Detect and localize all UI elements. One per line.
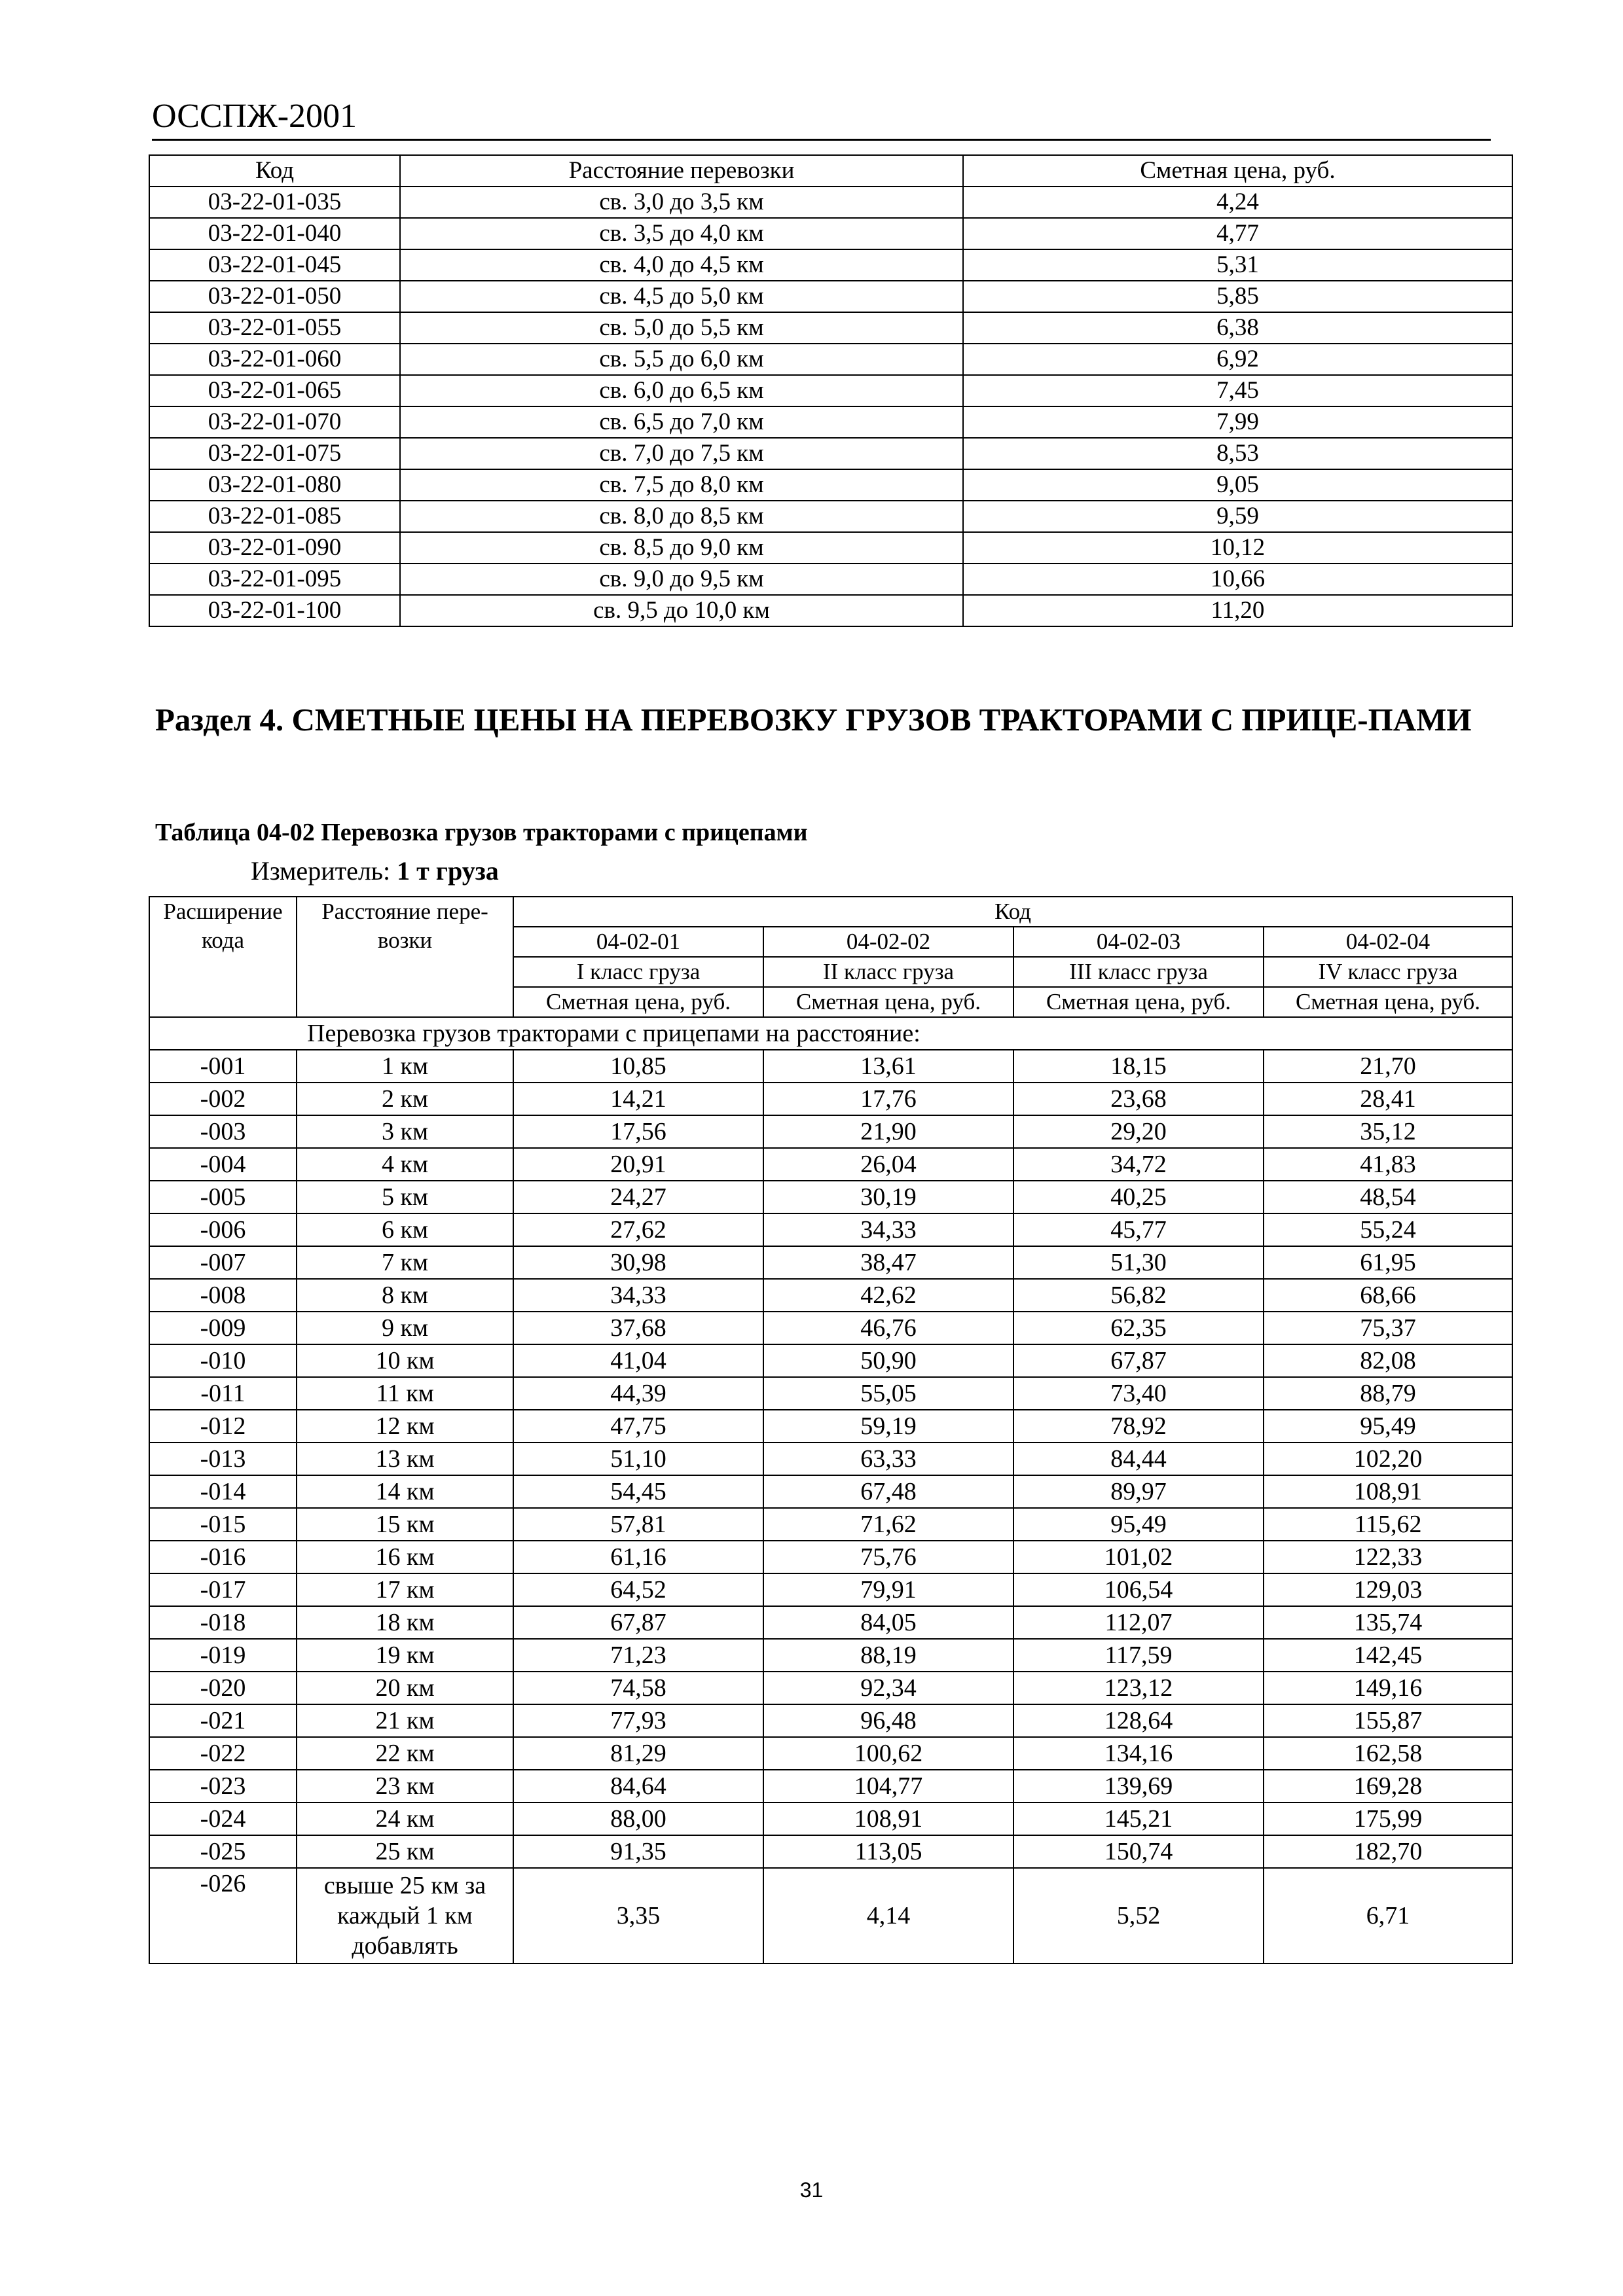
price-cell: 9,59 (963, 501, 1512, 532)
ext-code-cell: -005 (149, 1181, 297, 1213)
table-row (149, 344, 1512, 375)
price-cell: 40,25 (1013, 1181, 1264, 1213)
distance-cell: 16 км (297, 1541, 513, 1573)
ext-code-cell: -020 (149, 1672, 297, 1704)
price-cell: 5,52 (1013, 1868, 1264, 1964)
price-cell: 6,38 (963, 312, 1512, 344)
table-row (149, 1377, 1512, 1410)
table-row (149, 218, 1512, 249)
price-cell: 84,05 (763, 1606, 1013, 1639)
distance-cell: 9 км (297, 1312, 513, 1344)
table-row (149, 249, 1512, 281)
ext-code-cell: -017 (149, 1573, 297, 1606)
table-row (149, 1672, 1512, 1704)
code-header: Код (513, 897, 1512, 927)
distance-cell: св. 4,5 до 5,0 км (400, 281, 963, 312)
price-cell: 74,58 (513, 1672, 763, 1704)
price-cell: 84,44 (1013, 1443, 1264, 1475)
measure-label: Измеритель: (251, 856, 391, 886)
price-cell: 145,21 (1013, 1803, 1264, 1835)
distance-price-table (149, 154, 1513, 627)
ext-code-cell: -004 (149, 1148, 297, 1181)
class-cell: I класс груза (513, 957, 763, 987)
price-cell: 63,33 (763, 1443, 1013, 1475)
table-row (149, 1181, 1512, 1213)
price-cell: 34,33 (513, 1279, 763, 1312)
price-cell: 45,77 (1013, 1213, 1264, 1246)
price-cell: 75,76 (763, 1541, 1013, 1573)
table-row (149, 532, 1512, 564)
table-row (149, 1213, 1512, 1246)
distance-cell: 4 км (297, 1148, 513, 1181)
price-cell: 23,68 (1013, 1083, 1264, 1115)
price-cell: 78,92 (1013, 1410, 1264, 1443)
price-cell: 67,48 (763, 1475, 1013, 1508)
table-row (149, 312, 1512, 344)
price-cell: 75,37 (1264, 1312, 1512, 1344)
table-row (149, 1115, 1512, 1148)
price-cell: 91,35 (513, 1835, 763, 1868)
distance-cell: 1 км (297, 1050, 513, 1083)
price-cell: 134,16 (1013, 1737, 1264, 1770)
table-row (149, 1246, 1512, 1279)
table-header-row (149, 897, 1512, 927)
price-cell: 28,41 (1264, 1083, 1512, 1115)
ext-code-cell: -022 (149, 1737, 297, 1770)
ext-code-cell: -013 (149, 1443, 297, 1475)
distance-cell: 21 км (297, 1704, 513, 1737)
price-cell: 88,19 (763, 1639, 1013, 1672)
price-cell: 169,28 (1264, 1770, 1512, 1803)
price-cell: 108,91 (1264, 1475, 1512, 1508)
table-row (149, 1639, 1512, 1672)
distance-cell: св. 9,0 до 9,5 км (400, 564, 963, 595)
class-cell: IV класс груза (1264, 957, 1512, 987)
distance-cell: св. 5,5 до 6,0 км (400, 344, 963, 375)
table-caption: Таблица 04-02 Перевозка грузов тракторами с прицепами (155, 819, 808, 846)
distance-cell: 3 км (297, 1115, 513, 1148)
price-cell: 102,20 (1264, 1443, 1512, 1475)
distance-cell: 2 км (297, 1083, 513, 1115)
price-cell: 77,93 (513, 1704, 763, 1737)
table-row (149, 1704, 1512, 1737)
code-cell: 04-02-03 (1013, 927, 1264, 957)
table-row (149, 1312, 1512, 1344)
distance-cell: 24 км (297, 1803, 513, 1835)
ext-code-cell: -019 (149, 1639, 297, 1672)
price-cell: 82,08 (1264, 1344, 1512, 1377)
distance-cell: 10 км (297, 1344, 513, 1377)
price-cell: 92,34 (763, 1672, 1013, 1704)
price-cell: 11,20 (963, 595, 1512, 626)
price-cell: 95,49 (1013, 1508, 1264, 1541)
distance-cell: 6 км (297, 1213, 513, 1246)
ext-code-cell: -008 (149, 1279, 297, 1312)
price-cell: 5,85 (963, 281, 1512, 312)
table-row (149, 595, 1512, 626)
price-cell: 6,92 (963, 344, 1512, 375)
table-row (149, 1835, 1512, 1868)
price-cell: 95,49 (1264, 1410, 1512, 1443)
price-cell: 34,72 (1013, 1148, 1264, 1181)
table-header-row (149, 155, 1512, 187)
column-header: Сметная цена, руб. (963, 155, 1512, 187)
distance-cell: 7 км (297, 1246, 513, 1279)
price-cell: 84,64 (513, 1770, 763, 1803)
price-cell: 35,12 (1264, 1115, 1512, 1148)
price-cell: 4,14 (763, 1868, 1013, 1964)
page-header (152, 97, 1491, 141)
price-cell: 13,61 (763, 1050, 1013, 1083)
price-cell: 4,24 (963, 187, 1512, 218)
table-row (149, 1803, 1512, 1835)
code-cell: 03-22-01-100 (149, 595, 400, 626)
price-cell: 149,16 (1264, 1672, 1512, 1704)
code-cell: 03-22-01-055 (149, 312, 400, 344)
table-row (149, 1050, 1512, 1083)
column-header: Расстояние перевозки (400, 155, 963, 187)
price-cell: 150,74 (1013, 1835, 1264, 1868)
price-cell: 115,62 (1264, 1508, 1512, 1541)
price-cell: 55,24 (1264, 1213, 1512, 1246)
price-cell: 26,04 (763, 1148, 1013, 1181)
code-cell: 03-22-01-085 (149, 501, 400, 532)
price-cell: 8,53 (963, 438, 1512, 469)
price-cell: 10,12 (963, 532, 1512, 564)
distance-cell: 14 км (297, 1475, 513, 1508)
code-cell: 03-22-01-065 (149, 375, 400, 406)
price-cell: 108,91 (763, 1803, 1013, 1835)
price-cell: 10,66 (963, 564, 1512, 595)
measure-unit (251, 855, 499, 888)
price-cell: 162,58 (1264, 1737, 1512, 1770)
distance-cell: 25 км (297, 1835, 513, 1868)
price-cell: 51,10 (513, 1443, 763, 1475)
code-cell: 04-02-02 (763, 927, 1013, 957)
distance-cell: 23 км (297, 1770, 513, 1803)
price-cell: 21,70 (1264, 1050, 1512, 1083)
code-cell: 04-02-04 (1264, 927, 1512, 957)
price-cell: 14,21 (513, 1083, 763, 1115)
distance-cell: свыше 25 км за каждый 1 км добавлять (297, 1868, 513, 1964)
tractor-transport-table (149, 896, 1513, 1964)
ext-code-cell: -009 (149, 1312, 297, 1344)
price-cell: 61,95 (1264, 1246, 1512, 1279)
distance-cell: 20 км (297, 1672, 513, 1704)
ext-code-cell: -015 (149, 1508, 297, 1541)
distance-cell: св. 3,5 до 4,0 км (400, 218, 963, 249)
ext-code-cell: -003 (149, 1115, 297, 1148)
ext-code-cell: -018 (149, 1606, 297, 1639)
table-row (149, 1737, 1512, 1770)
price-label-cell: Сметная цена, руб. (763, 987, 1013, 1017)
price-cell: 67,87 (1013, 1344, 1264, 1377)
table-row (149, 281, 1512, 312)
code-cell: 04-02-01 (513, 927, 763, 957)
price-cell: 54,45 (513, 1475, 763, 1508)
distance-cell: св. 3,0 до 3,5 км (400, 187, 963, 218)
price-cell: 9,05 (963, 469, 1512, 501)
table-row (149, 1573, 1512, 1606)
ext-code-cell: -011 (149, 1377, 297, 1410)
price-cell: 64,52 (513, 1573, 763, 1606)
ext-code-cell: -021 (149, 1704, 297, 1737)
code-cell: 03-22-01-095 (149, 564, 400, 595)
price-cell: 59,19 (763, 1410, 1013, 1443)
price-cell: 88,00 (513, 1803, 763, 1835)
ext-code-cell: -006 (149, 1213, 297, 1246)
price-cell: 55,05 (763, 1377, 1013, 1410)
price-cell: 21,90 (763, 1115, 1013, 1148)
distance-cell: св. 5,0 до 5,5 км (400, 312, 963, 344)
price-cell: 34,33 (763, 1213, 1013, 1246)
price-label-cell: Сметная цена, руб. (1264, 987, 1512, 1017)
table-row (149, 1083, 1512, 1115)
distance-cell: 17 км (297, 1573, 513, 1606)
price-cell: 20,91 (513, 1148, 763, 1181)
price-cell: 37,68 (513, 1312, 763, 1344)
distance-cell: 15 км (297, 1508, 513, 1541)
price-cell: 42,62 (763, 1279, 1013, 1312)
price-cell: 30,19 (763, 1181, 1013, 1213)
price-cell: 123,12 (1013, 1672, 1264, 1704)
distance-cell: св. 8,5 до 9,0 км (400, 532, 963, 564)
table-row (149, 1279, 1512, 1312)
price-cell: 56,82 (1013, 1279, 1264, 1312)
ext-code-header: Расширение кода (149, 897, 297, 1017)
price-cell: 113,05 (763, 1835, 1013, 1868)
price-cell: 51,30 (1013, 1246, 1264, 1279)
code-cell: 03-22-01-045 (149, 249, 400, 281)
price-cell: 96,48 (763, 1704, 1013, 1737)
distance-cell: 22 км (297, 1737, 513, 1770)
price-cell: 57,81 (513, 1508, 763, 1541)
price-cell: 17,56 (513, 1115, 763, 1148)
price-cell: 6,71 (1264, 1868, 1512, 1964)
code-cell: 03-22-01-040 (149, 218, 400, 249)
code-cell: 03-22-01-080 (149, 469, 400, 501)
distance-cell: св. 9,5 до 10,0 км (400, 595, 963, 626)
price-cell: 38,47 (763, 1246, 1013, 1279)
distance-cell: св. 8,0 до 8,5 км (400, 501, 963, 532)
table-row (149, 1443, 1512, 1475)
price-cell: 71,62 (763, 1508, 1013, 1541)
distance-cell: 8 км (297, 1279, 513, 1312)
distance-cell: 13 км (297, 1443, 513, 1475)
price-cell: 29,20 (1013, 1115, 1264, 1148)
price-cell: 3,35 (513, 1868, 763, 1964)
price-cell: 10,85 (513, 1050, 763, 1083)
table-row (149, 1410, 1512, 1443)
price-cell: 135,74 (1264, 1606, 1512, 1639)
distance-cell: 5 км (297, 1181, 513, 1213)
price-cell: 88,79 (1264, 1377, 1512, 1410)
price-cell: 129,03 (1264, 1573, 1512, 1606)
table-row (149, 1475, 1512, 1508)
distance-cell: св. 4,0 до 4,5 км (400, 249, 963, 281)
price-cell: 62,35 (1013, 1312, 1264, 1344)
column-header: Код (149, 155, 400, 187)
ext-code-cell: -010 (149, 1344, 297, 1377)
table-row (149, 564, 1512, 595)
price-cell: 106,54 (1013, 1573, 1264, 1606)
distance-cell: 18 км (297, 1606, 513, 1639)
price-cell: 101,02 (1013, 1541, 1264, 1573)
table-row (149, 1606, 1512, 1639)
price-cell: 142,45 (1264, 1639, 1512, 1672)
price-cell: 61,16 (513, 1541, 763, 1573)
price-cell: 47,75 (513, 1410, 763, 1443)
price-label-cell: Сметная цена, руб. (1013, 987, 1264, 1017)
price-cell: 44,39 (513, 1377, 763, 1410)
price-cell: 41,83 (1264, 1148, 1512, 1181)
table-row (149, 1508, 1512, 1541)
ext-code-cell: -016 (149, 1541, 297, 1573)
table-row (149, 1344, 1512, 1377)
price-cell: 50,90 (763, 1344, 1013, 1377)
price-cell: 24,27 (513, 1181, 763, 1213)
distance-cell: св. 7,0 до 7,5 км (400, 438, 963, 469)
price-cell: 17,76 (763, 1083, 1013, 1115)
price-cell: 128,64 (1013, 1704, 1264, 1737)
price-cell: 112,07 (1013, 1606, 1264, 1639)
ext-code-cell: -002 (149, 1083, 297, 1115)
price-cell: 139,69 (1013, 1770, 1264, 1803)
table-row (149, 375, 1512, 406)
price-cell: 73,40 (1013, 1377, 1264, 1410)
distance-cell: св. 6,5 до 7,0 км (400, 406, 963, 438)
price-cell: 182,70 (1264, 1835, 1512, 1868)
ext-code-cell: -023 (149, 1770, 297, 1803)
price-cell: 79,91 (763, 1573, 1013, 1606)
ext-code-cell: -001 (149, 1050, 297, 1083)
distance-cell: св. 6,0 до 6,5 км (400, 375, 963, 406)
price-cell: 7,99 (963, 406, 1512, 438)
price-cell: 122,33 (1264, 1541, 1512, 1573)
price-cell: 7,45 (963, 375, 1512, 406)
code-cell: 03-22-01-060 (149, 344, 400, 375)
code-cell: 03-22-01-075 (149, 438, 400, 469)
price-cell: 46,76 (763, 1312, 1013, 1344)
table-row (149, 501, 1512, 532)
distance-cell: 19 км (297, 1639, 513, 1672)
ext-code-cell: -012 (149, 1410, 297, 1443)
price-cell: 4,77 (963, 218, 1512, 249)
table-row (149, 438, 1512, 469)
price-cell: 81,29 (513, 1737, 763, 1770)
ext-code-cell: -024 (149, 1803, 297, 1835)
price-cell: 89,97 (1013, 1475, 1264, 1508)
price-cell: 5,31 (963, 249, 1512, 281)
table-row (149, 1148, 1512, 1181)
price-cell: 48,54 (1264, 1181, 1512, 1213)
span-row (149, 1017, 1512, 1050)
ext-code-cell: -014 (149, 1475, 297, 1508)
code-cell: 03-22-01-050 (149, 281, 400, 312)
doc-code: ОССПЖ-2001 (152, 98, 357, 135)
distance-cell: 11 км (297, 1377, 513, 1410)
table-row-last (149, 1868, 1512, 1964)
table-row (149, 469, 1512, 501)
price-label-cell: Сметная цена, руб. (513, 987, 763, 1017)
ext-code-cell: -007 (149, 1246, 297, 1279)
table-row (149, 1770, 1512, 1803)
price-cell: 100,62 (763, 1737, 1013, 1770)
distance-cell: св. 7,5 до 8,0 км (400, 469, 963, 501)
page-number: 31 (799, 2178, 824, 2202)
distance-header: Расстояние пере-возки (297, 897, 513, 1017)
table-row (149, 187, 1512, 218)
table-row (149, 1541, 1512, 1573)
distance-cell: 12 км (297, 1410, 513, 1443)
class-cell: II класс груза (763, 957, 1013, 987)
price-cell: 104,77 (763, 1770, 1013, 1803)
class-cell: III класс груза (1013, 957, 1264, 987)
price-cell: 68,66 (1264, 1279, 1512, 1312)
price-cell: 41,04 (513, 1344, 763, 1377)
price-cell: 18,15 (1013, 1050, 1264, 1083)
span-row-text: Перевозка грузов тракторами с прицепами на расстояние: (149, 1017, 1512, 1050)
price-cell: 27,62 (513, 1213, 763, 1246)
code-cell: 03-22-01-090 (149, 532, 400, 564)
section-title: Раздел 4. СМЕТНЫЕ ЦЕНЫ НА ПЕРЕВОЗКУ ГРУЗОВ ТРАКТОРАМИ С ПРИЦЕ-ПАМИ (155, 702, 1472, 738)
price-cell: 117,59 (1013, 1639, 1264, 1672)
price-cell: 71,23 (513, 1639, 763, 1672)
code-cell: 03-22-01-070 (149, 406, 400, 438)
ext-code-cell: -025 (149, 1835, 297, 1868)
code-cell: 03-22-01-035 (149, 187, 400, 218)
price-cell: 175,99 (1264, 1803, 1512, 1835)
price-cell: 155,87 (1264, 1704, 1512, 1737)
table-row (149, 406, 1512, 438)
price-cell: 67,87 (513, 1606, 763, 1639)
price-cell: 30,98 (513, 1246, 763, 1279)
measure-value: 1 т груза (397, 856, 499, 886)
ext-code-cell: -026 (149, 1868, 297, 1964)
